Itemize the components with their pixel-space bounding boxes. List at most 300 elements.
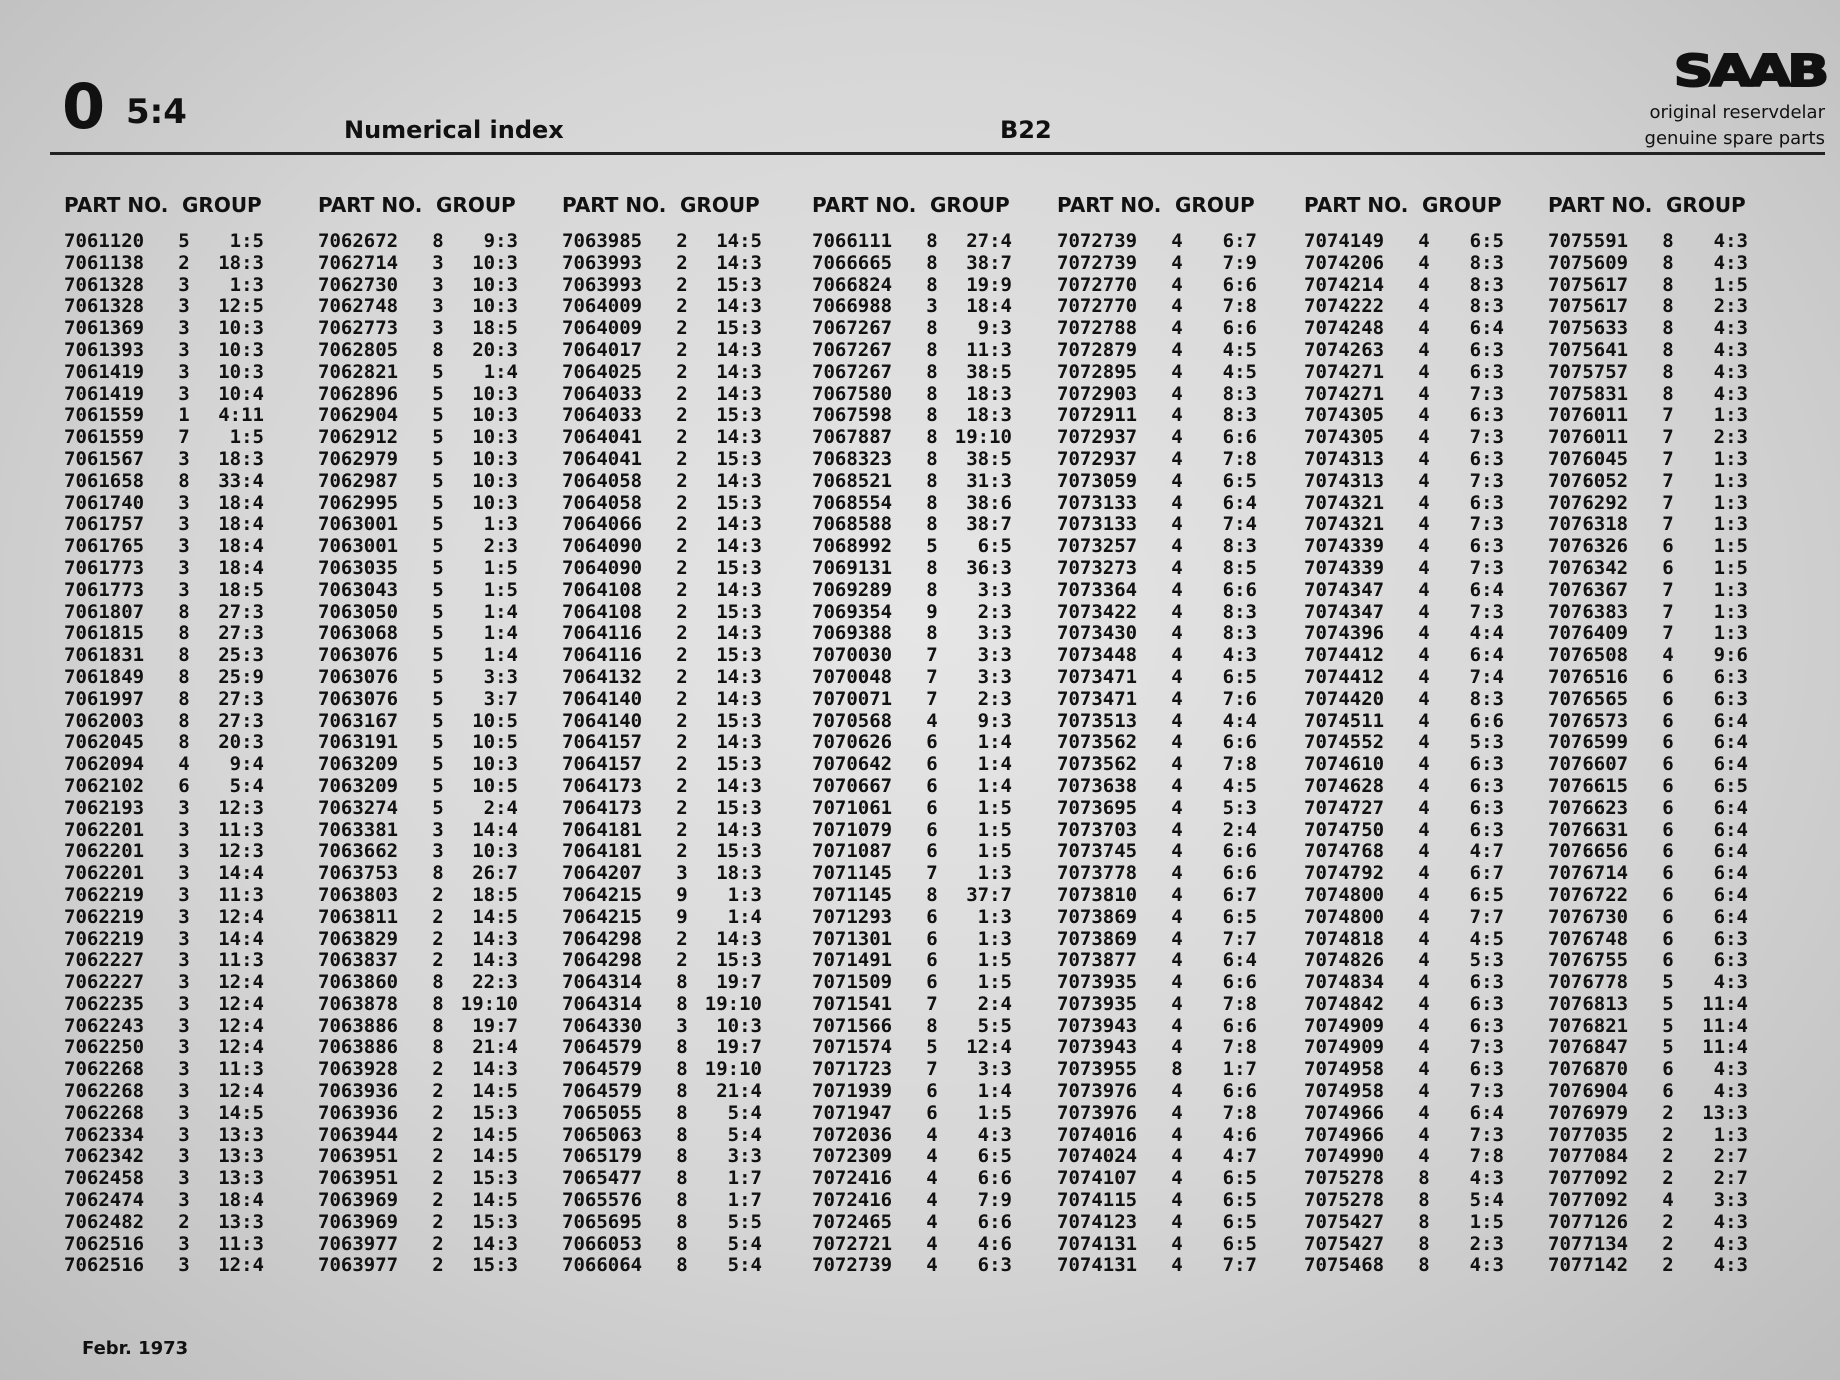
subgroup-ref: 21:4	[716, 1080, 762, 1103]
part-number: 7070071	[812, 687, 893, 710]
group-number: 8	[926, 447, 938, 470]
index-row	[64, 798, 304, 820]
index-row	[1548, 1125, 1788, 1147]
group-number: 4	[1418, 687, 1430, 710]
index-row	[812, 1212, 1052, 1234]
subgroup-ref: 15:3	[716, 556, 762, 579]
group-number: 4	[1171, 382, 1183, 405]
index-row	[1057, 231, 1297, 253]
index-row	[318, 994, 558, 1016]
subgroup-ref: 21:4	[472, 1036, 518, 1059]
subgroup-ref: 7:9	[1222, 251, 1257, 274]
group-number: 8	[178, 622, 190, 645]
index-row	[812, 732, 1052, 754]
part-number: 7063050	[318, 600, 399, 623]
index-row	[318, 689, 558, 711]
group-number: 4	[1418, 753, 1430, 776]
group-number: 8	[178, 731, 190, 754]
subgroup-ref: 7:7	[1222, 927, 1257, 950]
part-number: 7062219	[64, 905, 145, 928]
group-number: 8	[178, 687, 190, 710]
subgroup-ref: 6:5	[1222, 1232, 1257, 1255]
part-number: 7064173	[562, 796, 643, 819]
group-number: 6	[926, 818, 938, 841]
group-number: 5	[1662, 1014, 1674, 1037]
group-number: 4	[1418, 295, 1430, 318]
index-row	[562, 950, 802, 972]
subgroup-ref: 12:4	[966, 1036, 1012, 1059]
group-number: 2	[676, 447, 688, 470]
group-number: 4	[1171, 796, 1183, 819]
part-number: 7076326	[1548, 535, 1629, 558]
subgroup-ref: 7:3	[1469, 513, 1504, 536]
index-row	[318, 841, 558, 863]
subgroup-ref: 1:5	[1713, 556, 1748, 579]
group-number: 8	[178, 644, 190, 667]
group-number: 5	[432, 382, 444, 405]
subgroup-ref: 6:4	[1469, 1101, 1504, 1124]
subgroup-ref: 10:3	[472, 840, 518, 863]
subgroup-ref: 14:3	[716, 774, 762, 797]
subgroup-ref: 4:3	[1713, 1058, 1748, 1081]
index-row	[1057, 776, 1297, 798]
part-number: 7075468	[1304, 1254, 1385, 1277]
index-row	[1548, 863, 1788, 885]
index-row	[1057, 820, 1297, 842]
group-number: 7	[926, 1058, 938, 1081]
subgroup-ref: 6:4	[1713, 818, 1748, 841]
index-row	[812, 1103, 1052, 1125]
index-row	[1057, 885, 1297, 907]
part-number: 7075617	[1548, 295, 1629, 318]
part-number: 7074990	[1304, 1145, 1385, 1168]
index-row	[1548, 732, 1788, 754]
index-row	[812, 820, 1052, 842]
index-row	[812, 1234, 1052, 1256]
part-number: 7074271	[1304, 382, 1385, 405]
group-number: 4	[1171, 556, 1183, 579]
group-number: 4	[1418, 600, 1430, 623]
index-row	[1304, 929, 1544, 951]
index-column-3	[562, 193, 802, 1277]
part-number: 7064009	[562, 295, 643, 318]
part-number: 7065179	[562, 1145, 643, 1168]
group-number: 5	[432, 469, 444, 492]
part-number: 7073810	[1057, 883, 1138, 906]
group-number: 3	[178, 992, 190, 1015]
index-row	[64, 405, 304, 427]
part-number: 7063274	[318, 796, 399, 819]
part-number: 7076813	[1548, 992, 1629, 1015]
subgroup-ref: 7:3	[1469, 469, 1504, 492]
group-number: 8	[676, 1101, 688, 1124]
group-number: 4	[1171, 338, 1183, 361]
part-number: 7077035	[1548, 1123, 1629, 1146]
index-row	[1304, 493, 1544, 515]
subgroup-ref: 19:7	[716, 1036, 762, 1059]
subgroup-ref: 3:3	[977, 578, 1012, 601]
index-row	[1548, 820, 1788, 842]
part-number: 7061997	[64, 687, 145, 710]
part-number: 7069289	[812, 578, 893, 601]
group-number: 3	[178, 971, 190, 994]
subgroup-ref: 2:3	[1713, 426, 1748, 449]
index-row	[64, 645, 304, 667]
group-number: 4	[1418, 1080, 1430, 1103]
part-number: 7073364	[1057, 578, 1138, 601]
group-number: 8	[926, 404, 938, 427]
group-number: 2	[432, 883, 444, 906]
subgroup-ref: 1:3	[1713, 578, 1748, 601]
group-number: 3	[178, 578, 190, 601]
index-row	[1057, 405, 1297, 427]
index-row	[1548, 1168, 1788, 1190]
index-row	[1304, 754, 1544, 776]
part-number: 7062235	[64, 992, 145, 1015]
part-number: 7076904	[1548, 1080, 1629, 1103]
index-row	[1548, 1059, 1788, 1081]
part-number: 7062102	[64, 774, 145, 797]
index-row	[1548, 558, 1788, 580]
group-number: 5	[432, 426, 444, 449]
subgroup-ref: 6:5	[1469, 230, 1504, 252]
group-number: 6	[926, 753, 938, 776]
index-row	[1548, 776, 1788, 798]
column-header	[1548, 193, 1788, 231]
group-number: 4	[1418, 230, 1430, 252]
subgroup-ref: 18:3	[218, 251, 264, 274]
index-row	[1304, 667, 1544, 689]
subgroup-ref: 10:4	[218, 382, 264, 405]
part-number: 7074321	[1304, 513, 1385, 536]
part-number: 7062805	[318, 338, 399, 361]
group-number: 4	[1171, 1101, 1183, 1124]
part-number: 7070667	[812, 774, 893, 797]
subgroup-ref: 6:6	[1222, 862, 1257, 885]
index-row	[1548, 340, 1788, 362]
group-number: 4	[1171, 404, 1183, 427]
subgroup-ref: 5:3	[1222, 796, 1257, 819]
subgroup-ref: 1:3	[1713, 600, 1748, 623]
part-number: 7074958	[1304, 1058, 1385, 1081]
subgroup-ref: 11:4	[1702, 992, 1748, 1015]
group-number: 4	[1418, 1058, 1430, 1081]
group-number: 6	[1662, 556, 1674, 579]
part-number: 7063878	[318, 992, 399, 1015]
group-number: 3	[178, 1036, 190, 1059]
subgroup-ref: 12:4	[218, 1036, 264, 1059]
group-number: 4	[1418, 992, 1430, 1015]
part-number: 7064215	[562, 905, 643, 928]
part-number: 7074768	[1304, 840, 1385, 863]
part-no-header: PART NO.	[1304, 193, 1409, 217]
part-number: 7061773	[64, 578, 145, 601]
group-number: 2	[432, 1254, 444, 1277]
subgroup-ref: 7:3	[1469, 1080, 1504, 1103]
group-number: 4	[1418, 338, 1430, 361]
part-number: 7063076	[318, 644, 399, 667]
group-number: 5	[432, 709, 444, 732]
subgroup-ref: 10:3	[472, 404, 518, 427]
subgroup-ref: 11:3	[218, 818, 264, 841]
index-row	[1304, 732, 1544, 754]
part-number: 7074206	[1304, 251, 1385, 274]
part-number: 7064579	[562, 1080, 643, 1103]
group-number: 8	[676, 971, 688, 994]
group-number: 4	[1171, 1080, 1183, 1103]
index-columns	[64, 193, 1764, 1293]
part-number: 7074800	[1304, 883, 1385, 906]
index-row	[1057, 558, 1297, 580]
index-row	[1057, 1146, 1297, 1168]
part-number: 7074263	[1304, 338, 1385, 361]
subgroup-ref: 3:3	[483, 665, 518, 688]
index-row	[1548, 1103, 1788, 1125]
subgroup-ref: 15:3	[716, 644, 762, 667]
subgroup-ref: 6:6	[1222, 317, 1257, 340]
index-row	[64, 1081, 304, 1103]
group-number: 8	[676, 1036, 688, 1059]
part-number: 7072309	[812, 1145, 893, 1168]
subgroup-ref: 4:3	[1713, 317, 1748, 340]
group-number: 6	[1662, 731, 1674, 754]
subgroup-ref: 6:4	[1222, 949, 1257, 972]
index-row	[562, 863, 802, 885]
index-row	[1548, 602, 1788, 624]
group-number: 4	[1171, 731, 1183, 754]
part-number: 7064009	[562, 317, 643, 340]
group-number: 6	[1662, 687, 1674, 710]
subgroup-ref: 6:3	[1469, 796, 1504, 819]
index-row	[1304, 689, 1544, 711]
group-number: 7	[178, 426, 190, 449]
part-no-header: PART NO.	[1057, 193, 1162, 217]
subgroup-ref: 1:5	[977, 949, 1012, 972]
subgroup-ref: 4:3	[1469, 1254, 1504, 1277]
index-row	[318, 340, 558, 362]
group-number: 5	[432, 622, 444, 645]
part-number: 7076565	[1548, 687, 1629, 710]
subgroup-ref: 6:6	[1222, 1080, 1257, 1103]
index-row	[1304, 711, 1544, 733]
group-number: 5	[432, 665, 444, 688]
subgroup-ref: 6:4	[1713, 709, 1748, 732]
part-number: 7075831	[1548, 382, 1629, 405]
subgroup-ref: 18:3	[966, 404, 1012, 427]
index-row	[318, 820, 558, 842]
group-number: 4	[1171, 469, 1183, 492]
group-number: 5	[432, 774, 444, 797]
part-number: 7071723	[812, 1058, 893, 1081]
subgroup-ref: 2:4	[977, 992, 1012, 1015]
subgroup-ref: 15:3	[716, 273, 762, 296]
part-number: 7071145	[812, 862, 893, 885]
subgroup-ref: 1:3	[977, 927, 1012, 950]
index-row	[812, 841, 1052, 863]
part-number: 7063977	[318, 1232, 399, 1255]
group-number: 6	[926, 731, 938, 754]
index-row	[318, 1037, 558, 1059]
index-row	[562, 645, 802, 667]
group-number: 2	[676, 731, 688, 754]
part-number: 7062482	[64, 1210, 145, 1233]
index-row	[318, 514, 558, 536]
index-row	[812, 972, 1052, 994]
group-number: 2	[676, 840, 688, 863]
group-number: 3	[676, 862, 688, 885]
part-number: 7065477	[562, 1167, 643, 1190]
subgroup-ref: 6:6	[1222, 1014, 1257, 1037]
subgroup-ref: 1:3	[977, 905, 1012, 928]
group-number: 8	[1662, 338, 1674, 361]
group-number: 4	[1171, 971, 1183, 994]
index-row	[1304, 798, 1544, 820]
group-number: 4	[1171, 709, 1183, 732]
part-number: 7064330	[562, 1014, 643, 1037]
index-row	[1548, 536, 1788, 558]
part-number: 7074826	[1304, 949, 1385, 972]
subgroup-ref: 6:4	[1222, 491, 1257, 514]
subgroup-ref: 6:3	[1713, 687, 1748, 710]
index-row	[562, 340, 802, 362]
index-row	[318, 885, 558, 907]
part-number: 7067580	[812, 382, 893, 405]
group-number: 5	[432, 578, 444, 601]
group-number: 8	[676, 1254, 688, 1277]
group-number: 7	[1662, 600, 1674, 623]
group-number: 2	[676, 796, 688, 819]
part-number: 7076722	[1548, 883, 1629, 906]
index-row	[64, 1212, 304, 1234]
index-row	[1304, 580, 1544, 602]
part-number: 7071574	[812, 1036, 893, 1059]
group-number: 4	[1662, 1189, 1674, 1212]
subgroup-ref: 14:3	[716, 687, 762, 710]
part-number: 7064314	[562, 971, 643, 994]
subgroup-ref: 1:5	[229, 230, 264, 252]
index-row	[1304, 820, 1544, 842]
subgroup-ref: 14:5	[716, 230, 762, 252]
group-number: 3	[178, 382, 190, 405]
part-number: 7072416	[812, 1189, 893, 1212]
group-number: 4	[1418, 1014, 1430, 1037]
group-number: 5	[432, 796, 444, 819]
group-number: 4	[1171, 644, 1183, 667]
index-row	[812, 602, 1052, 624]
part-number: 7076755	[1548, 949, 1629, 972]
group-number: 6	[1662, 535, 1674, 558]
group-number: 4	[1418, 426, 1430, 449]
index-row	[1057, 340, 1297, 362]
index-row	[1304, 1037, 1544, 1059]
group-number: 2	[432, 1167, 444, 1190]
part-number: 7064116	[562, 622, 643, 645]
index-row	[1057, 449, 1297, 471]
subgroup-ref: 20:3	[218, 731, 264, 754]
group-number: 4	[1171, 1210, 1183, 1233]
part-number: 7074628	[1304, 774, 1385, 797]
part-number: 7073703	[1057, 818, 1138, 841]
part-number: 7062003	[64, 709, 145, 732]
part-number: 7074818	[1304, 927, 1385, 950]
group-number: 4	[1418, 709, 1430, 732]
subgroup-ref: 6:6	[1222, 578, 1257, 601]
group-number: 4	[926, 1232, 938, 1255]
index-row	[1304, 1016, 1544, 1038]
index-row	[64, 667, 304, 689]
group-number: 4	[1171, 949, 1183, 972]
subgroup-ref: 1:3	[1713, 491, 1748, 514]
part-number: 7067267	[812, 338, 893, 361]
group-number: 2	[676, 426, 688, 449]
group-number: 8	[432, 230, 444, 252]
index-row	[1057, 602, 1297, 624]
subgroup-ref: 6:3	[1713, 949, 1748, 972]
group-number: 8	[178, 665, 190, 688]
index-row	[318, 362, 558, 384]
index-row	[812, 493, 1052, 515]
index-row	[318, 754, 558, 776]
part-number: 7061740	[64, 491, 145, 514]
saab-wordmark: SAAB	[1673, 46, 1825, 97]
subgroup-ref: 4:5	[1222, 774, 1257, 797]
part-number: 7073562	[1057, 731, 1138, 754]
index-row	[318, 471, 558, 493]
group-number: 2	[432, 949, 444, 972]
index-row	[1548, 231, 1788, 253]
index-row	[1057, 907, 1297, 929]
index-row	[64, 231, 304, 253]
part-number: 7073430	[1057, 622, 1138, 645]
index-row	[1057, 1081, 1297, 1103]
subgroup-ref: 38:5	[966, 360, 1012, 383]
subgroup-ref: 6:3	[1713, 927, 1748, 950]
group-number: 8	[676, 1189, 688, 1212]
part-number: 7071293	[812, 905, 893, 928]
group-number: 2	[1662, 1167, 1674, 1190]
subgroup-ref: 27:3	[218, 709, 264, 732]
index-row	[562, 1037, 802, 1059]
group-number: 2	[432, 1232, 444, 1255]
part-number: 7063969	[318, 1210, 399, 1233]
group-number: 2	[676, 382, 688, 405]
group-number: 8	[1418, 1210, 1430, 1233]
part-number: 7074313	[1304, 469, 1385, 492]
index-row	[562, 275, 802, 297]
column-header	[1057, 193, 1297, 231]
part-number: 7064215	[562, 883, 643, 906]
group-number: 7	[1662, 513, 1674, 536]
group-number: 5	[432, 644, 444, 667]
subgroup-ref: 7:9	[977, 1189, 1012, 1212]
subgroup-ref: 1:3	[727, 883, 762, 906]
group-number: 6	[1662, 905, 1674, 928]
part-number: 7064041	[562, 447, 643, 470]
group-number: 5	[432, 535, 444, 558]
subgroup-ref: 27:3	[218, 622, 264, 645]
group-number: 5	[432, 753, 444, 776]
group-number: 7	[926, 992, 938, 1015]
part-number: 7062201	[64, 862, 145, 885]
subgroup-ref: 10:3	[472, 469, 518, 492]
index-row	[812, 689, 1052, 711]
index-row	[562, 1016, 802, 1038]
index-row	[1304, 645, 1544, 667]
part-number: 7063043	[318, 578, 399, 601]
part-number: 7064033	[562, 382, 643, 405]
group-number: 3	[178, 513, 190, 536]
subgroup-ref: 1:4	[483, 600, 518, 623]
